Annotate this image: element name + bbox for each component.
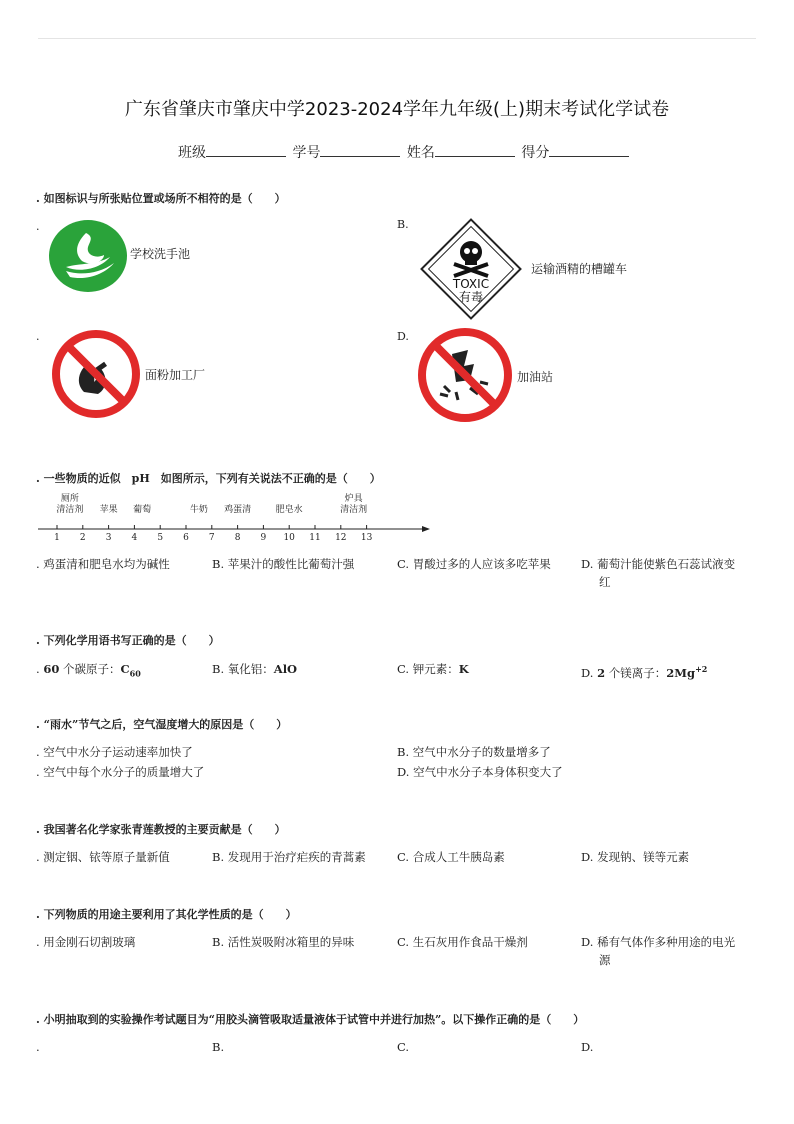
question-7-stem: . 小明抽取到的实验操作考试题目为“用胶头滴管吸取适量液体于试管中并进行加热”。以下操作正确的是（ ） xyxy=(36,1013,585,1026)
q2-option-d[interactable] xyxy=(581,555,735,591)
question-2-stem: . 一些物质的近似 pH 如图所示，下列有关说法不正确的是（ ） xyxy=(36,472,381,485)
q2-option-a[interactable]: . 鸡蛋清和肥皂水均为碱性 xyxy=(36,557,170,571)
q3-b-formula: AlO xyxy=(273,662,298,676)
q5-option-c[interactable]: C. 合成人工牛胰岛素 xyxy=(397,850,505,864)
ph-tick-label: 1 xyxy=(54,533,60,543)
ph-tick-label: 3 xyxy=(105,533,112,543)
q4-option-d[interactable]: D. 空气中水分子本身体积变大了 xyxy=(397,765,563,779)
ph-tick-label: 7 xyxy=(208,533,215,543)
q3-option-d[interactable]: D. 2 个镁离子：$2Mg^{+2}$ xyxy=(581,664,708,680)
field-name[interactable]: 姓名 xyxy=(407,142,517,162)
ph-substance-label: 肥皂水 xyxy=(275,505,303,515)
q4-option-a[interactable]: . 空气中水分子运动速率加快了 xyxy=(36,745,193,759)
question-6-stem: . 下列物质的用途主要利用了其化学性质的是（ ） xyxy=(36,908,297,921)
page-title: 广东省肇庆市肇庆中学2023-2024学年九年级(上)期末考试化学试卷 xyxy=(124,99,670,120)
q2-option-d-line1: D. 葡萄汁能使紫色石蕊试液变 xyxy=(581,557,736,571)
water-saving-icon xyxy=(48,219,128,293)
ph-substance-label: 炉具 清洁剂 xyxy=(340,494,368,515)
q5-option-d[interactable]: D. 发现钠、镁等元素 xyxy=(581,850,690,864)
q2-option-d-line2: 红 xyxy=(599,575,611,589)
q2-option-c[interactable]: C. 胃酸过多的人应该多吃苹果 xyxy=(397,557,551,571)
q1-option-b-letter: B. xyxy=(397,218,409,231)
q6-option-d-line2: 源 xyxy=(599,953,611,967)
q3-option-b[interactable]: B. 氧化铝：AlO xyxy=(212,662,298,676)
q6-option-d-line1: D. 稀有气体作多种用途的电光 xyxy=(581,935,736,949)
no-fireworks-icon xyxy=(416,326,514,424)
q7-option-b[interactable]: B. xyxy=(212,1040,225,1054)
ph-substance-label: 苹果 xyxy=(99,505,118,515)
ph-tick-label: 13 xyxy=(360,533,373,543)
field-score[interactable]: 得分 xyxy=(521,142,631,162)
q4-option-b[interactable]: B. 空气中水分子的数量增多了 xyxy=(397,745,551,759)
ph-tick-label: 8 xyxy=(234,533,241,543)
q1-option-a-letter: . xyxy=(36,220,40,233)
q7-option-c[interactable]: C. xyxy=(397,1040,410,1054)
q1-option-a-text: 学校洗手池 xyxy=(130,247,191,261)
q1-option-b-text: 运输酒精的槽罐车 xyxy=(531,262,628,276)
q1-option-c-text: 面粉加工厂 xyxy=(145,368,206,382)
ph-substance-label: 厕所 清洁剂 xyxy=(56,494,84,515)
q3-c-formula: K xyxy=(458,662,469,676)
q3-option-c[interactable]: C. 钾元素：K xyxy=(397,662,469,676)
q5-option-b[interactable]: B. 发现用于治疗疟疾的青蒿素 xyxy=(212,850,366,864)
field-class[interactable]: 班级 xyxy=(178,142,288,162)
toxic-sign-chinese: 有毒 xyxy=(458,290,484,304)
student-info-fields xyxy=(178,142,631,162)
ph-substance-label: 鸡蛋清 xyxy=(224,505,252,515)
q5-option-a[interactable]: . 测定铟、铱等原子量新值 xyxy=(36,850,170,864)
top-divider xyxy=(38,38,756,39)
ph-tick-label: 5 xyxy=(157,533,164,543)
q3-a-number: 60 xyxy=(43,662,60,676)
q4-option-c[interactable]: . 空气中每个水分子的质量增大了 xyxy=(36,765,205,779)
ph-tick-label: 2 xyxy=(79,533,86,543)
q3-a-formula: C xyxy=(120,662,130,676)
question-1-stem: . 如图标识与所张贴位置或场所不相符的是（ ） xyxy=(36,192,286,205)
ph-tick-label: 11 xyxy=(309,533,321,543)
q3-d-formula: 2Mg xyxy=(666,665,696,680)
ph-scale-figure xyxy=(36,490,436,550)
toxic-warning-icon xyxy=(418,216,524,322)
q2-option-b[interactable]: B. 苹果汁的酸性比葡萄汁强 xyxy=(212,557,355,571)
toxic-sign-text: TOXIC xyxy=(452,277,490,291)
ph-tick-label: 4 xyxy=(131,533,138,543)
q6-option-c[interactable]: C. 生石灰用作食品干燥剂 xyxy=(397,935,528,949)
q7-option-d[interactable]: D. xyxy=(581,1040,594,1054)
ph-tick-label: 6 xyxy=(183,533,189,543)
field-student-number[interactable]: 学号 xyxy=(292,142,402,162)
q1-option-d-text: 加油站 xyxy=(517,370,554,384)
ph-tick-label: 12 xyxy=(335,533,347,543)
q1-option-d-letter: D. xyxy=(397,330,409,343)
question-4-stem: . “雨水”节气之后，空气湿度增大的原因是（ ） xyxy=(36,718,288,731)
q6-option-b[interactable]: B. 活性炭吸附冰箱里的异味 xyxy=(212,935,355,949)
q1-option-c-letter: . xyxy=(36,330,40,343)
q6-option-a[interactable]: . 用金刚石切割玻璃 xyxy=(36,935,136,949)
q3-option-a[interactable]: . 60 个碳原子：$C_{60}$ xyxy=(36,662,141,679)
ph-substance-label: 葡萄 xyxy=(133,505,152,515)
no-smoking-fire-icon xyxy=(50,328,142,420)
question-5-stem: . 我国著名化学家张青莲教授的主要贡献是（ ） xyxy=(36,823,286,836)
ph-substance-label: 牛奶 xyxy=(189,505,208,515)
q7-option-a[interactable]: . xyxy=(36,1040,40,1054)
q6-option-d[interactable] xyxy=(581,933,735,969)
ph-tick-label: 9 xyxy=(260,533,267,543)
ph-tick-label: 10 xyxy=(283,533,295,543)
question-3-stem: . 下列化学用语书写正确的是（ ） xyxy=(36,634,220,647)
